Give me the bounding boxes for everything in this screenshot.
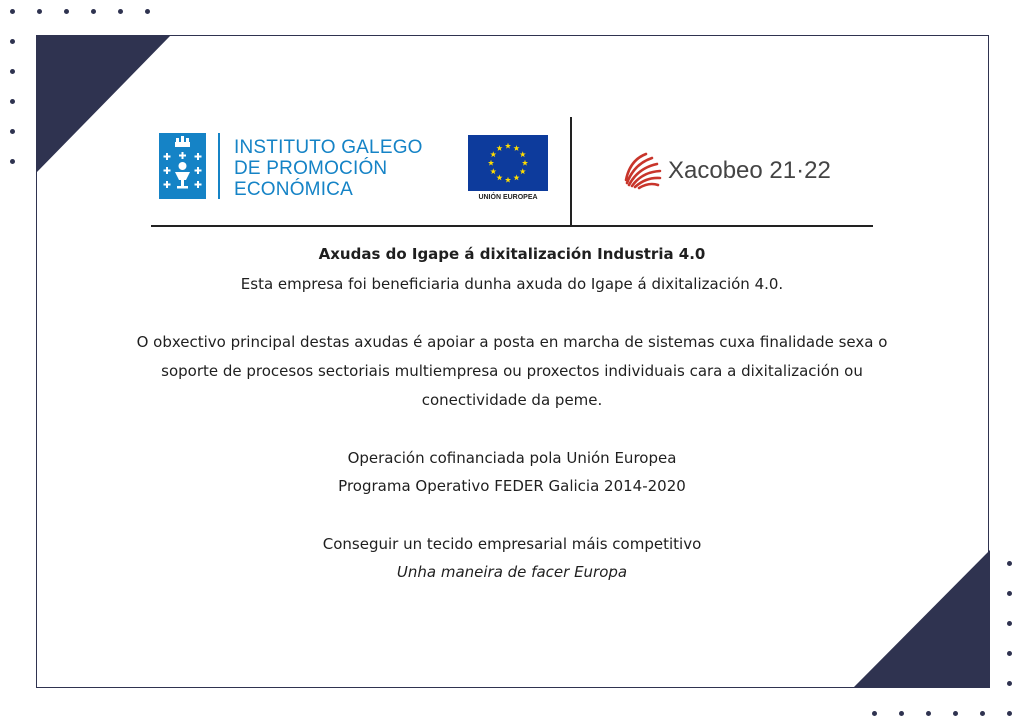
eu-star	[490, 151, 496, 157]
eu-star	[505, 177, 511, 183]
notice-title: Axudas do Igape á dixitalización Industria 4.0	[318, 245, 706, 263]
goal-statement: Conseguir un tecido empresarial máis competitivo	[322, 535, 702, 553]
igape-name	[234, 137, 423, 200]
decor-dot	[10, 159, 15, 164]
decor-dot	[1007, 561, 1012, 566]
decor-dot	[899, 711, 904, 716]
decor-dot	[1007, 621, 1012, 626]
eu-star	[505, 143, 511, 149]
decor-dot	[872, 711, 877, 716]
decor-dot	[145, 9, 150, 14]
igape-shield-icon	[159, 133, 206, 199]
objective-line: soporte de procesos sectoriais multiempresa ou proxectos individuais cara a dixitalización ou	[161, 362, 863, 380]
corner-triangle-top-left	[36, 35, 171, 173]
eu-star	[496, 175, 502, 181]
eu-star	[513, 145, 519, 151]
decor-dot	[91, 9, 96, 14]
decor-dot	[10, 69, 15, 74]
igape-name-line: INSTITUTO GALEGO	[234, 137, 423, 158]
decor-dot	[1007, 681, 1012, 686]
beneficiary-statement: Esta empresa foi beneficiaria dunha axuda do Igape á dixitalización 4.0.	[240, 275, 784, 293]
eu-star	[490, 168, 496, 174]
header-vertical-divider	[570, 117, 572, 225]
decor-dot	[10, 39, 15, 44]
decor-dot	[37, 9, 42, 14]
decor-dot	[953, 711, 958, 716]
xacobeo-wordmark: Xacobeo 21·22	[668, 157, 831, 184]
eu-star	[488, 160, 494, 166]
decor-dot	[118, 9, 123, 14]
decor-dot	[1007, 651, 1012, 656]
decor-dot	[10, 99, 15, 104]
header-rule	[151, 225, 873, 227]
eu-star	[520, 168, 526, 174]
xacobeo-shell-icon	[622, 150, 662, 190]
igape-name-line: DE PROMOCIÓN	[234, 158, 388, 179]
decor-dot	[926, 711, 931, 716]
decor-dot	[64, 9, 69, 14]
objective-line: conectividade da peme.	[421, 391, 603, 409]
igape-name-line: ECONÓMICA	[234, 179, 353, 200]
igape-divider	[218, 133, 220, 199]
eu-tagline: Unha maneira de facer Europa	[396, 563, 628, 581]
eu-flag-icon	[468, 135, 548, 191]
programme-statement: Programa Operativo FEDER Galicia 2014-2020	[338, 477, 686, 495]
eu-star	[522, 160, 528, 166]
objective-line: O obxectivo principal destas axudas é apoiar a posta en marcha de sistemas cuxa finalidade sexa o	[136, 333, 888, 351]
eu-star	[513, 175, 519, 181]
eu-label: UNIÓN EUROPEA	[478, 194, 538, 201]
decor-dot	[10, 129, 15, 134]
decor-dot	[10, 9, 15, 14]
decor-dot	[1007, 591, 1012, 596]
eu-star	[520, 151, 526, 157]
eu-star	[496, 145, 502, 151]
cofinance-statement: Operación cofinanciada pola Unión Europea	[347, 449, 677, 467]
decor-dot	[980, 711, 985, 716]
decor-dot	[1007, 711, 1012, 716]
